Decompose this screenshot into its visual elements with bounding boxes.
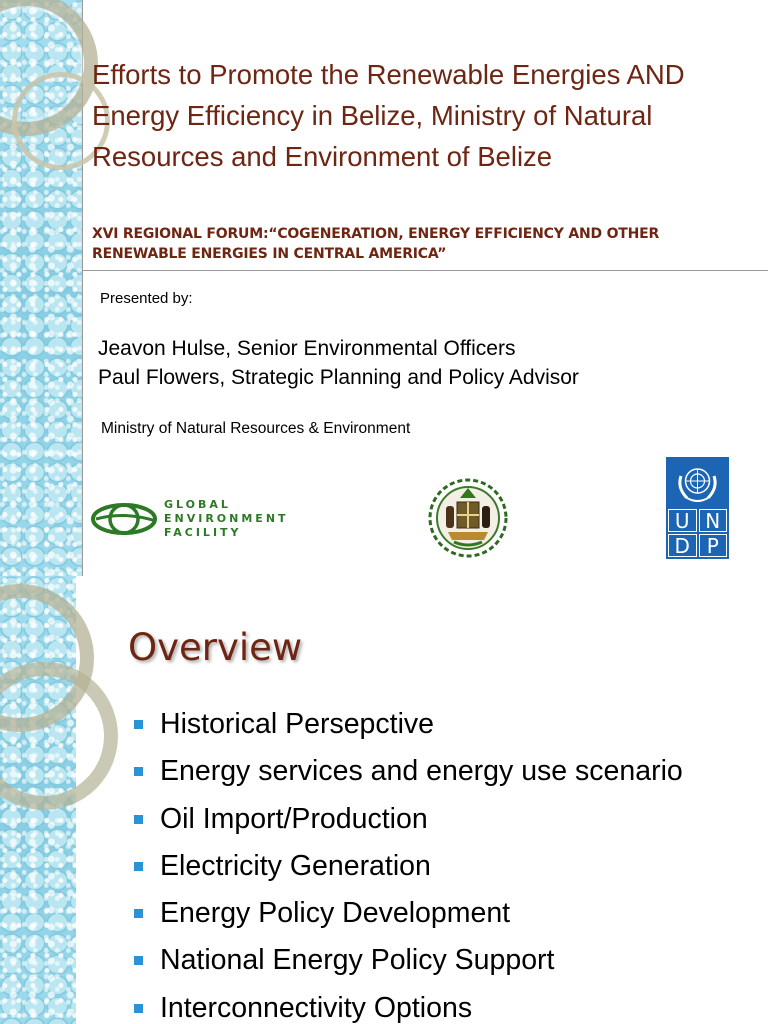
ministry-name: Ministry of Natural Resources & Environment [101,420,411,437]
square-bullet-icon [134,862,143,871]
gef-globe-icon [90,497,162,541]
presenter-name: Jeavon Hulse, Senior Environmental Officers [98,337,516,360]
water-drop-band [0,0,83,576]
undp-letter: D [668,534,697,557]
slide-title: Efforts to Promote the Renewable Energies AND Energy Efficiency in Belize, Ministry of Natural Resources and Environment of Belize [92,59,685,172]
undp-letter: U [668,509,697,532]
overview-slide: Overview Historical Persepctive Energy services and energy use scenario Oil Import/Production Electricity Generation Energy Policy Development National Energy Policy Support Interconnectivity Options [0,576,768,1024]
overview-heading: Overview [128,626,303,669]
decorative-ring [0,662,118,810]
forum-subtitle: XVI REGIONAL FORUM:“COGENERATION, ENERGY EFFICIENCY AND OTHER RENEWABLE ENERGIES IN CENTRAL AMERICA” [92,226,660,262]
water-drop-band [0,576,76,1024]
undp-letters [666,507,729,559]
square-bullet-icon [134,956,143,965]
undp-logo [666,457,729,559]
presenter-name: Paul Flowers, Strategic Planning and Policy Advisor [98,366,579,389]
belize-coat-of-arms-icon [428,478,508,558]
square-bullet-icon [134,909,143,918]
square-bullet-icon [134,815,143,824]
square-bullet-icon [134,767,143,776]
un-emblem-icon [673,460,722,506]
undp-letter: N [699,509,728,532]
undp-letter: P [699,534,728,557]
presented-by-label: Presented by: [100,290,193,307]
gef-wordmark: GLOBAL ENVIRONMENT FACILITY [164,498,289,539]
square-bullet-icon [134,1004,143,1013]
title-header [82,0,768,271]
square-bullet-icon [134,720,143,729]
